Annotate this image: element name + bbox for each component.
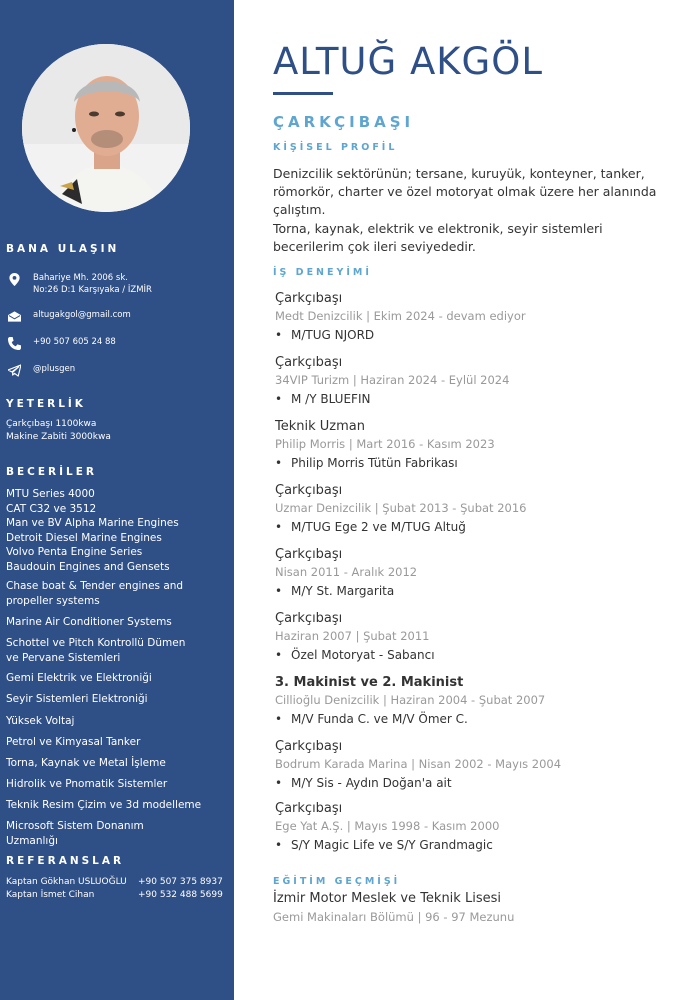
- profile-paragraph: Denizcilik sektörünün; tersane, kuruyük, konteyner, tanker, römorkör, charter ve özel motoryat olmak üzere her alanında çalıştım.: [273, 166, 657, 218]
- skill-item: Schottel ve Pitch Kontrollü Dümen ve Pervane Sistemleri: [6, 637, 186, 664]
- experience-item: • M/Y St. Margarita: [275, 582, 675, 600]
- reference-name: Kaptan İsmet Cihan: [6, 890, 95, 900]
- envelope-icon: [6, 309, 22, 323]
- experience-meta: Medt Denizcilik | Ekim 2024 - devam ediyor: [275, 309, 526, 323]
- references-list: [6, 876, 223, 902]
- skill-item: Baudouin Engines and Gensets: [6, 560, 170, 573]
- experience-role: Çarkçıbaşı: [275, 355, 343, 370]
- telegram-icon: [6, 363, 22, 377]
- experience-meta: Cillioğlu Denizcilik | Haziran 2004 - Şubat 2007: [275, 693, 546, 707]
- qualification-item: Çarkçıbaşı 1100kwa: [6, 419, 97, 429]
- experience-entry: [275, 290, 675, 344]
- reference-row: [6, 876, 223, 889]
- skill-item: CAT C32 ve 3512: [6, 502, 97, 515]
- experience-item: • M/V Funda C. ve M/V Ömer C.: [275, 710, 675, 728]
- education-school: İzmir Motor Meslek ve Teknik Lisesi: [273, 891, 501, 906]
- profile-paragraph: Torna, kaynak, elektrik ve elektronik, seyir sistemleri becerilerim çok ileri seviyededir.: [273, 220, 603, 254]
- telegram-handle[interactable]: @plusgen: [33, 364, 76, 374]
- experience-role: Çarkçıbaşı: [275, 291, 343, 306]
- address-line1: Bahariye Mh. 2006 sk.: [33, 273, 128, 283]
- skill-item: Teknik Resim Çizim ve 3d modelleme: [6, 799, 202, 811]
- experience-item: • Özel Motoryat - Sabancı: [275, 646, 675, 664]
- skill-item: MTU Series 4000: [6, 488, 95, 500]
- name-divider: [273, 92, 333, 95]
- location-pin-icon: [6, 272, 22, 286]
- profile-photo-image: [22, 44, 190, 212]
- phone[interactable]: +90 507 605 24 88: [33, 337, 116, 347]
- experience-meta: Ege Yat A.Ş. | Mayıs 1998 - Kasım 2000: [275, 819, 500, 833]
- experience-item: • M/TUG Ege 2 ve M/TUG Altuğ: [275, 518, 675, 536]
- experience-entry: [275, 738, 675, 792]
- skill-item: Petrol ve Kimyasal Tanker: [6, 736, 141, 748]
- experience-item: • M /Y BLUEFIN: [275, 390, 675, 408]
- experience-role: Çarkçıbaşı: [275, 739, 343, 754]
- experience-role: Teknik Uzman: [275, 419, 365, 434]
- email[interactable]: altugakgol@gmail.com: [33, 310, 131, 320]
- experience-role: 3. Makinist ve 2. Makinist: [275, 675, 464, 690]
- profile-heading: KİŞİSEL PROFİL: [273, 142, 398, 153]
- experience-meta: 34VIP Turizm | Haziran 2024 - Eylül 2024: [275, 373, 510, 387]
- skill-item: Yüksek Voltaj: [6, 715, 75, 727]
- job-title: ÇARKÇIBAŞI: [273, 113, 415, 131]
- experience-role: Çarkçıbaşı: [275, 547, 343, 562]
- reference-name: Kaptan Gökhan USLUOĞLU: [6, 877, 127, 887]
- phone-icon: [6, 336, 22, 350]
- address-line2: No:26 D:1 Karşıyaka / İZMİR: [33, 285, 152, 295]
- engine-skills-list: [6, 487, 231, 574]
- skill-item: Torna, Kaynak ve Metal İşleme: [6, 757, 166, 769]
- reference-row: [6, 889, 223, 902]
- experience-role: Çarkçıbaşı: [275, 611, 343, 626]
- profile-text: [273, 165, 673, 256]
- skill-item: Gemi Elektrik ve Elektroniği: [6, 672, 152, 684]
- telegram-row[interactable]: [6, 363, 75, 377]
- sidebar: [0, 0, 234, 1000]
- experience-item: • M/Y Sis - Aydın Doğan'a ait: [275, 774, 675, 792]
- experience-meta: Uzmar Denizcilik | Şubat 2013 - Şubat 2016: [275, 501, 527, 515]
- phone-row[interactable]: [6, 336, 116, 350]
- skill-item: Microsoft Sistem Donanım Uzmanlığı: [6, 820, 144, 847]
- experience-meta: Bodrum Karada Marina | Nisan 2002 - Mayıs 2004: [275, 757, 562, 771]
- email-row[interactable]: [6, 309, 131, 323]
- address: [33, 272, 152, 296]
- experience-entry: [275, 418, 675, 472]
- experience-heading: İŞ DENEYİMİ: [273, 267, 372, 278]
- education-meta: Gemi Makinaları Bölümü | 96 - 97 Mezunu: [273, 910, 515, 924]
- experience-entry: [275, 546, 675, 600]
- skill-item: Man ve BV Alpha Marine Engines: [6, 517, 179, 529]
- reference-phone[interactable]: +90 507 375 8937: [138, 877, 223, 887]
- qualification-item: Makine Zabiti 3000kwa: [6, 432, 111, 442]
- skill-item: Volvo Penta Engine Series: [6, 546, 143, 558]
- person-name: ALTUĞ AKGÖL: [273, 40, 543, 83]
- skill-item: Marine Air Conditioner Systems: [6, 616, 172, 628]
- experience-item: • S/Y Magic Life ve S/Y Grandmagic: [275, 836, 675, 854]
- skill-item: Detroit Diesel Marine Engines: [6, 531, 162, 544]
- education-heading: EĞİTİM GEÇMİŞİ: [273, 876, 401, 887]
- references-heading: REFERANSLAR: [6, 855, 125, 867]
- experience-meta: Philip Morris | Mart 2016 - Kasım 2023: [275, 437, 495, 451]
- address-row: [6, 272, 152, 296]
- qualifications-list: [6, 418, 231, 444]
- experience-role: Çarkçıbaşı: [275, 483, 343, 498]
- qualifications-heading: YETERLİK: [6, 398, 86, 410]
- skill-item: Seyir Sistemleri Elektroniği: [6, 693, 148, 705]
- experience-entry: [275, 482, 675, 536]
- contact-heading: BANA ULAŞIN: [6, 243, 120, 255]
- skill-item: Hidrolik ve Pnomatik Sistemler: [6, 778, 168, 790]
- profile-photo: [22, 44, 190, 212]
- skills-heading: BECERİLER: [6, 466, 97, 478]
- reference-phone[interactable]: +90 532 488 5699: [138, 890, 223, 900]
- experience-meta: Nisan 2011 - Aralık 2012: [275, 565, 418, 579]
- experience-entry: [275, 354, 675, 408]
- skill-item: Chase boat & Tender engines and propeller systems: [6, 580, 184, 607]
- experience-meta: Haziran 2007 | Şubat 2011: [275, 629, 430, 643]
- experience-entry: [275, 674, 675, 728]
- experience-item: • Philip Morris Tütün Fabrikası: [275, 454, 675, 472]
- experience-entry: [275, 800, 675, 854]
- experience-entry: [275, 610, 675, 664]
- experience-item: • M/TUG NJORD: [275, 326, 675, 344]
- experience-role: Çarkçıbaşı: [275, 801, 343, 816]
